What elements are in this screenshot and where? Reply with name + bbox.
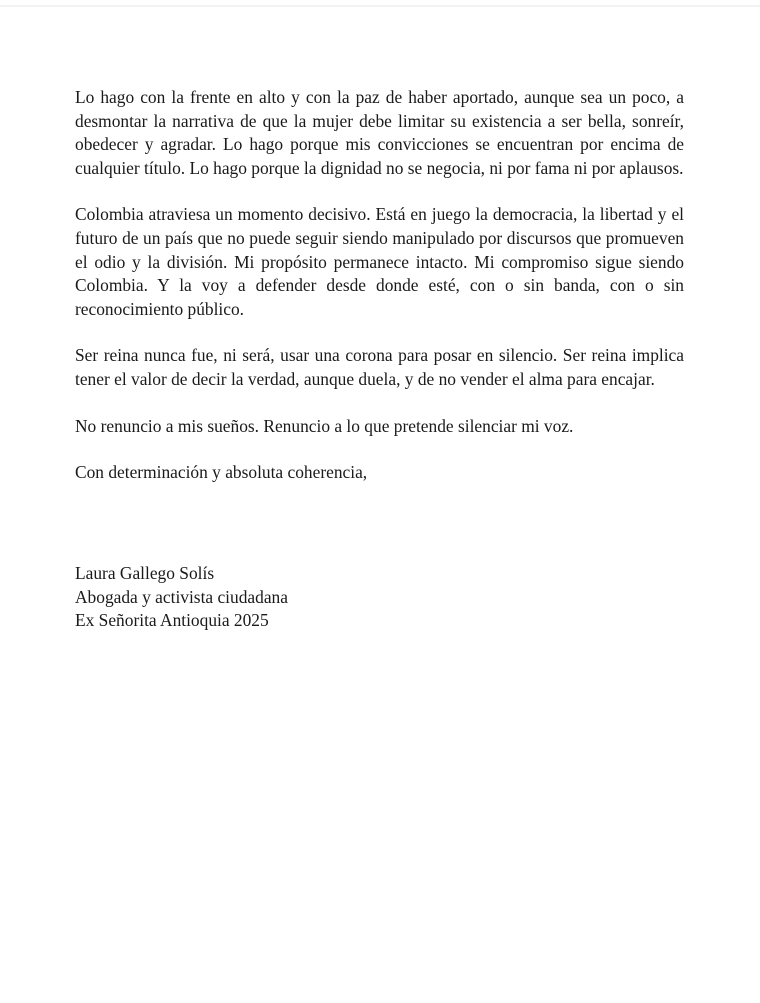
signature-name: Laura Gallego Solís — [75, 563, 215, 583]
letter-body — [75, 86, 684, 485]
paragraph-dignity: Lo hago con la frente en alto y con la paz de haber aportado, aunque sea un poco, a desmontar la narrativa de que la mujer debe limitar su existencia a ser bella, sonreír, obedecer y agradar. Lo hago porque mis convicciones se encuentran por encima de cualquier título. Lo hago porque la dignidad no se negocia, ni por fama ni por aplausos. — [75, 87, 684, 178]
signature-title: Abogada y activista ciudadana — [75, 586, 288, 607]
paragraph-colombia: Colombia atraviesa un momento decisivo. Está en juego la democracia, la libertad y el futuro de un país que no puede seguir siendo manipulado por discursos que promueven el odio y la división. Mi propósito permanece intacto. Mi compromiso sigue siendo Colombia. Y la voy a defender desde donde esté, con o sin banda, con o sin reconocimiento público. — [75, 204, 684, 319]
paragraph-renuncio: No renuncio a mis sueños. Renuncio a lo que pretende silenciar mi voz. — [75, 415, 574, 436]
paragraph-reina: Ser reina nunca fue, ni será, usar una corona para posar en silencio. Ser reina implica tener el valor de decir la verdad, aunque duela, y de no vender el alma para encajar. — [75, 345, 684, 389]
top-divider — [0, 5, 760, 7]
signature-block — [75, 562, 288, 633]
closing-line: Con determinación y absoluta coherencia, — [75, 462, 368, 483]
signature-distinction: Ex Señorita Antioquia 2025 — [75, 610, 269, 631]
